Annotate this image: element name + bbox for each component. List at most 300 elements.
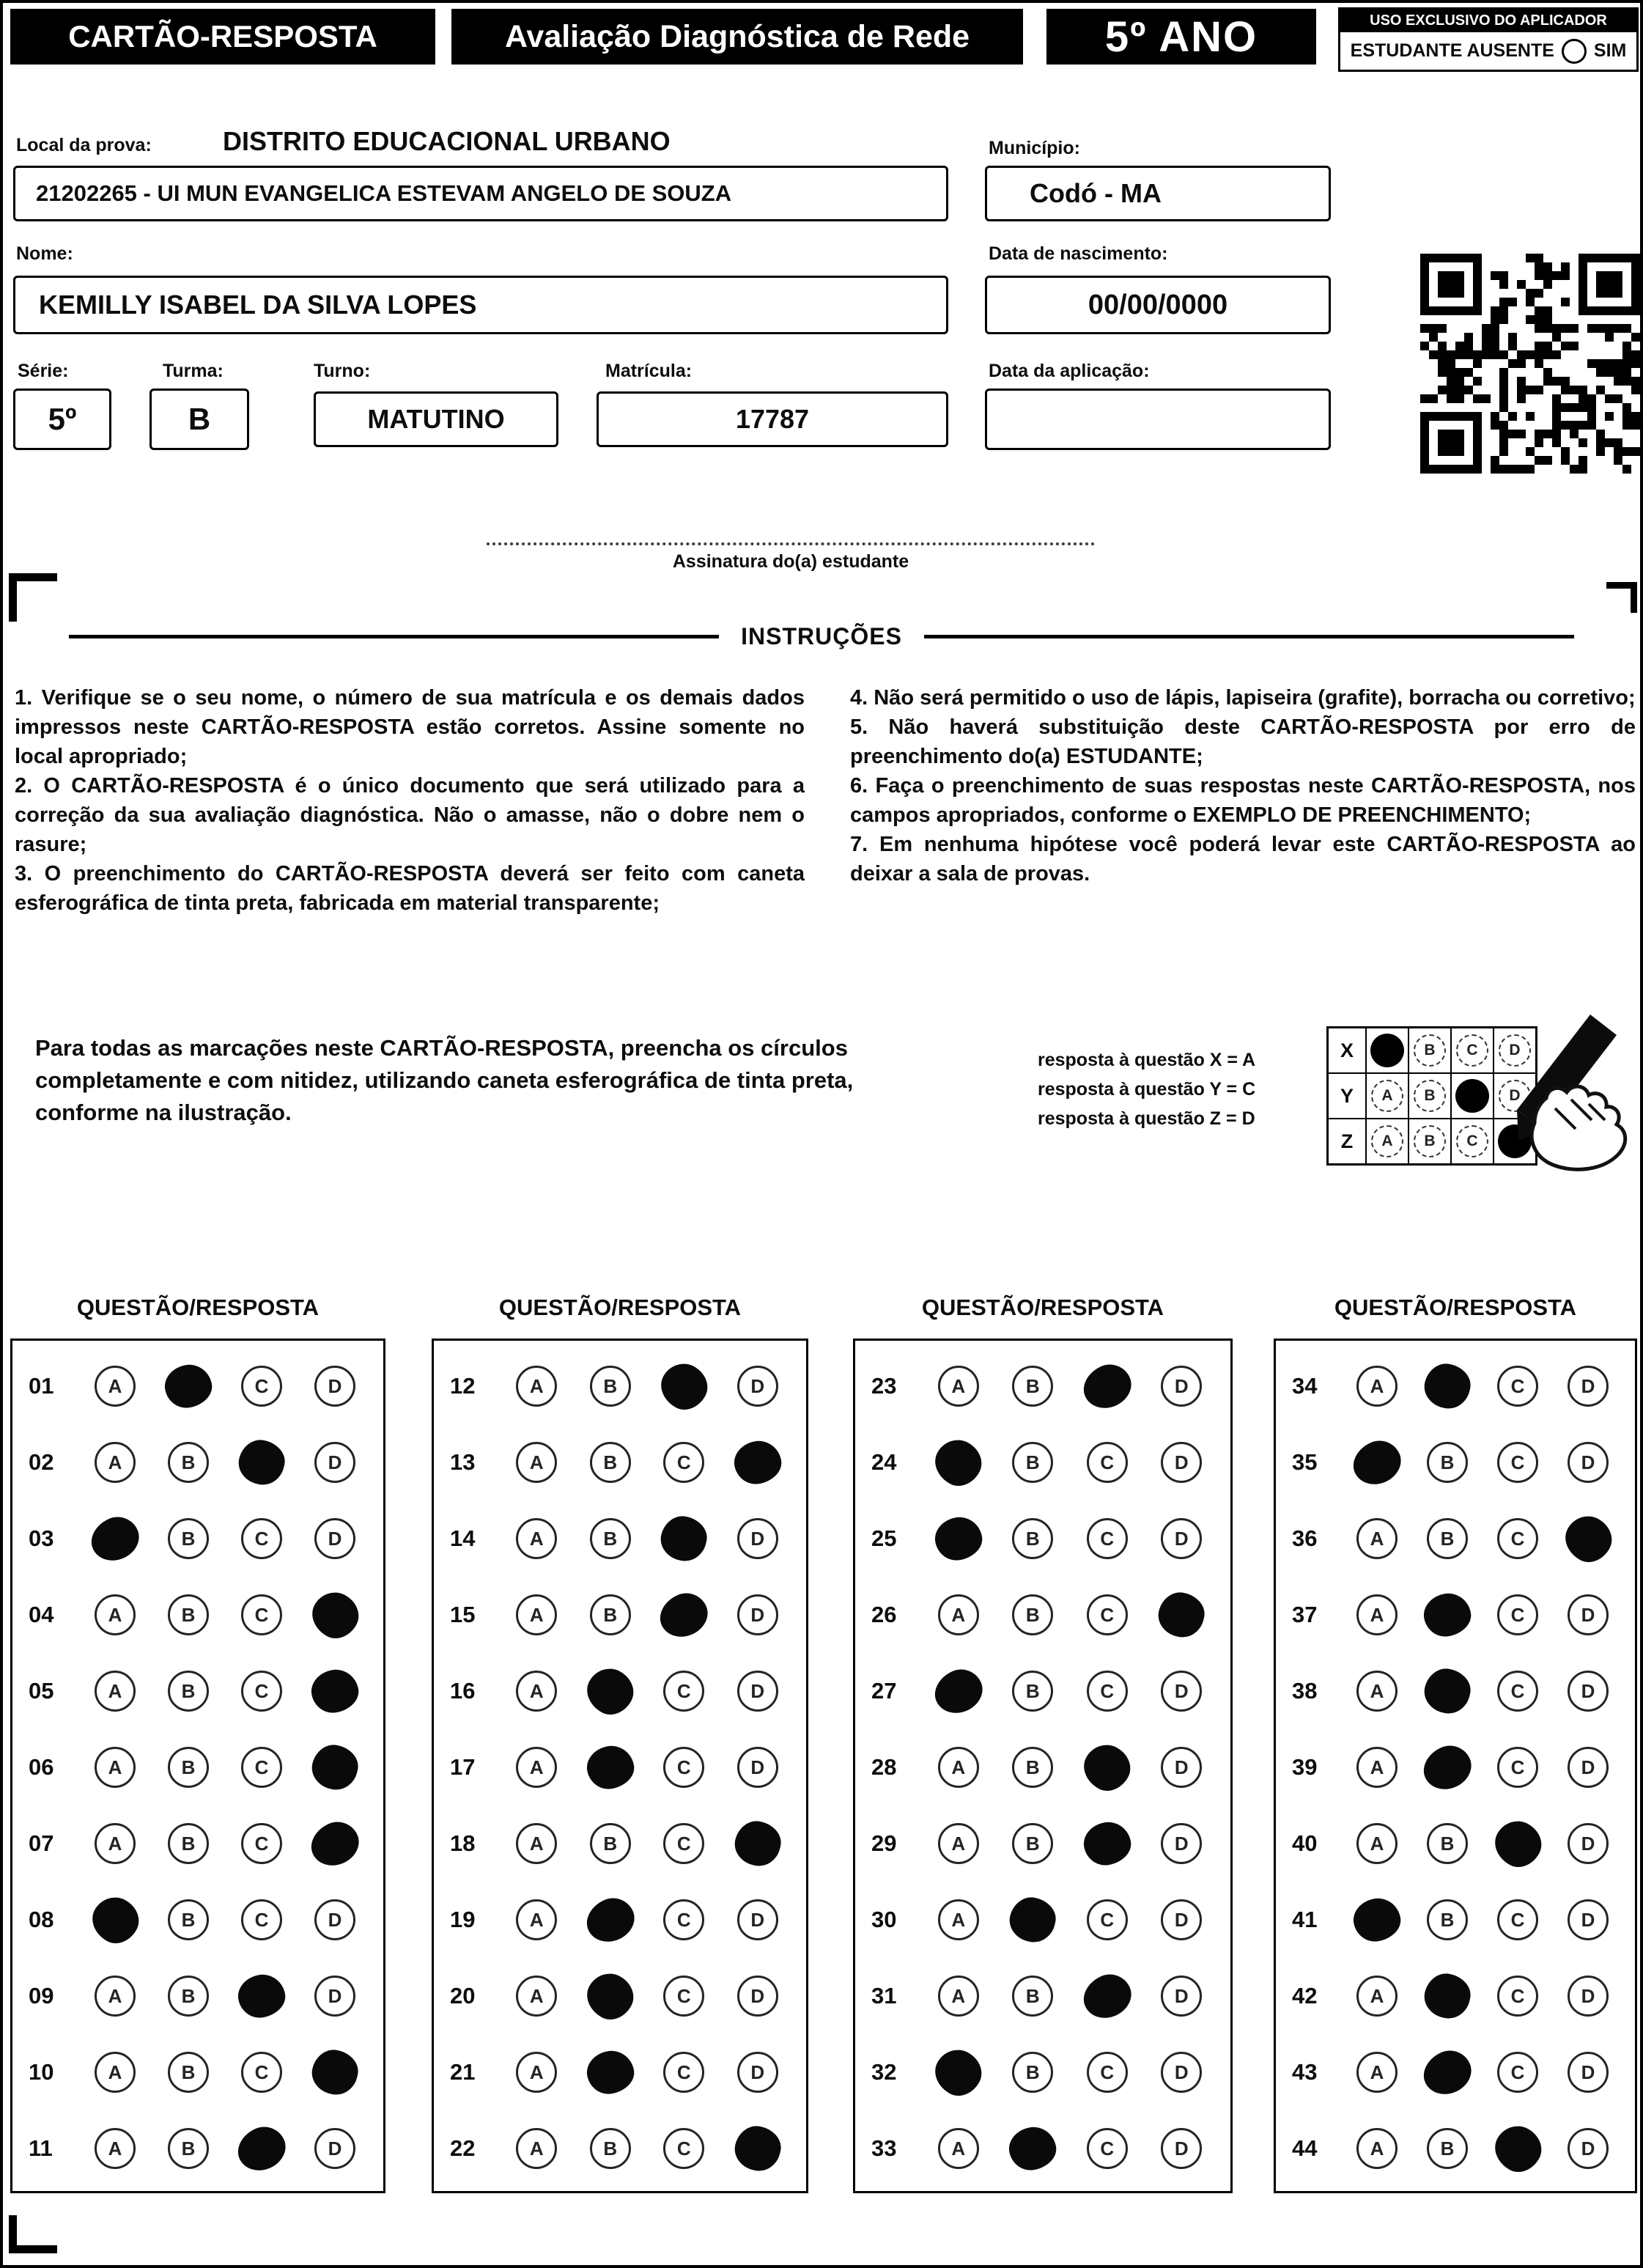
question-number: 32 — [871, 2059, 897, 2085]
answer-bubble-c[interactable]: C — [1087, 1899, 1128, 1940]
answer-slot — [1412, 1669, 1483, 1713]
answer-bubble-b[interactable]: B — [590, 1594, 631, 1635]
answer-bubble-a[interactable]: A — [938, 1594, 979, 1635]
answer-bubble-d[interactable]: D — [1161, 1518, 1202, 1559]
answer-bubble-d[interactable]: D — [1161, 1442, 1202, 1483]
answer-bubble-a[interactable]: A — [1356, 2052, 1398, 2093]
answer-slot — [225, 1518, 298, 1559]
serie-label: Série: — [18, 361, 69, 381]
answer-bubble-c-filled[interactable] — [231, 2120, 292, 2178]
answer-slot — [921, 1671, 996, 1712]
answer-bubble-c[interactable]: C — [663, 1976, 704, 2017]
answer-slot — [298, 1670, 372, 1712]
answer-bubble-d[interactable]: D — [737, 1594, 778, 1635]
question-number: 25 — [871, 1525, 897, 1551]
answer-bubble-b[interactable]: B — [590, 2128, 631, 2169]
answer-bubble-c[interactable]: C — [663, 2052, 704, 2093]
question-number: 43 — [1292, 2059, 1318, 2085]
answer-bubble-a-filled[interactable] — [1346, 1434, 1407, 1492]
answer-bubble-d[interactable]: D — [1568, 1747, 1609, 1788]
answer-bubble-b[interactable]: B — [1012, 1671, 1053, 1712]
answer-bubble-b[interactable]: B — [1427, 1442, 1468, 1483]
answer-slot — [921, 1366, 996, 1407]
answer-bubble-b[interactable]: B — [1427, 1518, 1468, 1559]
question-number: 21 — [450, 2059, 476, 2085]
question-row — [434, 1577, 806, 1653]
answer-bubble-a[interactable]: A — [516, 2128, 557, 2169]
answer-bubble-d[interactable]: D — [737, 1747, 778, 1788]
answer-bubble-c-filled[interactable] — [1080, 1819, 1134, 1868]
answer-slot — [225, 1899, 298, 1940]
answer-bubble-a[interactable]: A — [938, 1747, 979, 1788]
answer-slot — [1483, 2127, 1553, 2171]
answer-bubble-c-filled[interactable] — [654, 1586, 715, 1644]
question-row — [434, 1424, 806, 1501]
answer-bubble-a[interactable]: A — [938, 2128, 979, 2169]
question-number: 41 — [1292, 1907, 1318, 1932]
answer-slot — [1483, 1899, 1553, 1940]
answer-slot — [1070, 1671, 1145, 1712]
answer-bubble-a[interactable]: A — [938, 1823, 979, 1864]
answer-bubble-d[interactable]: D — [1568, 2128, 1609, 2169]
answer-bubble-d[interactable]: D — [1161, 2128, 1202, 2169]
answer-slot — [225, 2128, 298, 2170]
answer-slot — [152, 1671, 225, 1712]
example-legend — [1038, 1045, 1331, 1133]
question-row — [12, 1424, 383, 1501]
answer-bubble-d-filled[interactable] — [730, 2121, 785, 2175]
answer-bubble-b-filled[interactable] — [1420, 1664, 1475, 1717]
answer-bubble-b[interactable]: B — [1012, 2052, 1053, 2093]
answer-bubble-d[interactable]: D — [1568, 1671, 1609, 1712]
answer-bubble-a[interactable]: A — [516, 1823, 557, 1864]
answer-slot — [225, 1747, 298, 1788]
answer-slot — [647, 1899, 721, 1940]
instructions-left-column — [15, 683, 805, 918]
question-number: 01 — [29, 1373, 54, 1399]
answer-bubble-a-filled[interactable] — [928, 2041, 989, 2102]
answer-bubble-c[interactable]: C — [241, 1671, 282, 1712]
example-row-label: Y — [1328, 1073, 1366, 1119]
answer-slot — [152, 2052, 225, 2093]
answer-bubble-d-filled[interactable] — [731, 1437, 784, 1487]
question-row — [12, 1348, 383, 1424]
answer-bubble-a[interactable]: A — [516, 1747, 557, 1788]
answer-bubble-b-filled[interactable] — [1417, 1739, 1477, 1797]
answer-slot — [298, 1442, 372, 1483]
answer-slot — [1412, 2052, 1483, 2094]
answer-bubble-c[interactable]: C — [1497, 1899, 1538, 1940]
answer-bubble-d[interactable]: D — [1161, 1671, 1202, 1712]
answer-bubble-a[interactable]: A — [95, 1442, 136, 1483]
question-row — [434, 2110, 806, 2187]
answer-bubble-b-filled[interactable] — [580, 1965, 641, 2026]
answer-bubble-b[interactable]: B — [1427, 1823, 1468, 1864]
example-bubble: D — [1499, 1034, 1531, 1067]
answer-bubble-b[interactable]: B — [168, 1976, 209, 2017]
answer-bubble-b-filled[interactable] — [161, 1361, 215, 1411]
instruction-item: 2. O CARTÃO-RESPOSTA é o único documento que será utilizado para a correção da sua avaliação diagnóstica. Não o amasse, não o dobre nem o rasure; — [15, 774, 805, 857]
answer-bubble-d[interactable]: D — [737, 1366, 778, 1407]
answer-bubble-a[interactable]: A — [1356, 1366, 1398, 1407]
answer-slot — [500, 1899, 574, 1940]
answer-bubble-b-filled[interactable] — [1420, 1359, 1475, 1413]
answer-bubble-a[interactable]: A — [95, 1366, 136, 1407]
instructions-header — [69, 623, 1574, 650]
answer-bubble-c[interactable]: C — [1087, 2052, 1128, 2093]
answer-slot — [1412, 1442, 1483, 1483]
answer-bubble-d[interactable]: D — [1568, 1976, 1609, 2017]
answer-bubble-c[interactable]: C — [663, 1671, 704, 1712]
answer-bubble-c[interactable]: C — [1497, 1976, 1538, 2017]
answer-bubble-c[interactable]: C — [241, 1594, 282, 1635]
answer-bubble-a[interactable]: A — [516, 2052, 557, 2093]
answer-bubble-b[interactable]: B — [590, 1442, 631, 1483]
answer-bubble-d[interactable]: D — [314, 1442, 355, 1483]
answer-bubble-a[interactable]: A — [95, 1976, 136, 2017]
answer-slot — [647, 1671, 721, 1712]
answer-slot — [1070, 1976, 1145, 2017]
answer-bubble-c[interactable]: C — [1497, 1671, 1538, 1712]
answer-bubble-a[interactable]: A — [516, 1899, 557, 1940]
answer-slot — [647, 1442, 721, 1483]
aplicacao-box[interactable] — [985, 389, 1331, 450]
answer-bubble-d[interactable]: D — [1568, 1442, 1609, 1483]
answer-bubble-d-filled[interactable] — [308, 2045, 363, 2099]
answer-bubble-b[interactable]: B — [590, 1518, 631, 1559]
answer-bubble-a[interactable]: A — [516, 1442, 557, 1483]
answer-bubble-d[interactable]: D — [1161, 1976, 1202, 2017]
answer-bubble-d-filled[interactable] — [730, 1816, 785, 1870]
answer-column — [432, 1339, 808, 2193]
answer-bubble-d-filled[interactable] — [308, 1740, 363, 1794]
answer-slot — [500, 1594, 574, 1635]
question-number: 37 — [1292, 1602, 1318, 1627]
answer-slot — [1483, 1671, 1553, 1712]
example-bubble: B — [1414, 1080, 1446, 1112]
answer-bubble-b[interactable]: B — [168, 1594, 209, 1635]
answer-bubble-d[interactable]: D — [1568, 1899, 1609, 1940]
aplicacao-label: Data da aplicação: — [989, 361, 1150, 381]
answer-bubble-d[interactable]: D — [314, 1366, 355, 1407]
answer-bubble-c[interactable]: C — [1087, 1518, 1128, 1559]
question-row — [855, 1577, 1230, 1653]
answer-bubble-d-filled[interactable] — [308, 1666, 361, 1716]
question-row — [434, 1653, 806, 1729]
answer-bubble-a[interactable]: A — [1356, 1976, 1398, 2017]
answer-bubble-b[interactable]: B — [168, 2052, 209, 2093]
answer-bubble-a-filled[interactable] — [931, 1514, 985, 1564]
question-row — [12, 1958, 383, 2034]
answer-bubble-c[interactable]: C — [663, 1899, 704, 1940]
answer-bubble-c[interactable]: C — [1087, 1671, 1128, 1712]
answer-bubble-b[interactable]: B — [168, 1671, 209, 1712]
answer-bubble-a-filled[interactable] — [1350, 1895, 1403, 1945]
answer-bubble-a[interactable]: A — [1356, 1671, 1398, 1712]
answer-bubble-c[interactable]: C — [663, 1442, 704, 1483]
question-row — [1276, 1424, 1635, 1501]
corner-bracket-icon — [9, 573, 57, 622]
answer-bubble-c[interactable]: C — [241, 1518, 282, 1559]
answer-bubble-d[interactable]: D — [1161, 1366, 1202, 1407]
answer-bubble-b[interactable]: B — [168, 1823, 209, 1864]
answer-bubble-b-filled[interactable] — [1420, 1590, 1474, 1640]
answer-bubble-c-filled[interactable] — [235, 1971, 288, 2021]
answer-bubble-a[interactable]: A — [1356, 2128, 1398, 2169]
answer-bubble-b[interactable]: B — [590, 1366, 631, 1407]
answer-slot — [152, 1594, 225, 1635]
answer-bubble-d[interactable]: D — [1568, 1366, 1609, 1407]
answer-slot — [721, 1518, 795, 1559]
answer-bubble-a[interactable]: A — [95, 2052, 136, 2093]
answer-bubble-c[interactable]: C — [241, 1899, 282, 1940]
answer-slot — [921, 1517, 996, 1560]
answer-bubble-c-filled[interactable] — [235, 1435, 289, 1489]
nome-value: KEMILLY ISABEL DA SILVA LOPES — [39, 290, 477, 320]
answer-slot — [1145, 1823, 1219, 1864]
answer-bubble-c-filled[interactable] — [1077, 1737, 1138, 1797]
question-row — [855, 1653, 1230, 1729]
answer-bubble-d-filled[interactable] — [1557, 1508, 1619, 1569]
answer-bubble-b-filled[interactable] — [583, 2047, 637, 2097]
answer-bubble-c-filled[interactable] — [1077, 1358, 1137, 1415]
question-number: 31 — [871, 1983, 897, 2009]
answer-slot — [1145, 1671, 1219, 1712]
answer-bubble-a[interactable]: A — [1356, 1823, 1398, 1864]
answer-bubble-a[interactable]: A — [95, 1747, 136, 1788]
answer-bubble-d[interactable]: D — [1161, 1899, 1202, 1940]
sheet-title: CARTÃO-RESPOSTA — [10, 9, 435, 65]
answer-bubble-b-filled[interactable] — [580, 1891, 640, 1949]
answer-slot — [574, 1899, 648, 1941]
answer-bubble-a[interactable]: A — [516, 1366, 557, 1407]
answer-bubble-d[interactable]: D — [1161, 1823, 1202, 1864]
answer-bubble-b[interactable]: B — [168, 1899, 209, 1940]
answer-bubble-d[interactable]: D — [314, 1899, 355, 1940]
answer-slot — [996, 1898, 1071, 1942]
answer-slot — [921, 1823, 996, 1864]
qr-code-icon — [1420, 254, 1640, 474]
answer-bubble-b-filled[interactable] — [580, 1660, 641, 1721]
student-absent-bubble[interactable] — [1562, 39, 1587, 64]
answer-bubble-a[interactable]: A — [516, 1518, 557, 1559]
answer-bubble-d[interactable]: D — [314, 1518, 355, 1559]
answer-slot — [1070, 1594, 1145, 1635]
answer-bubble-b[interactable]: B — [590, 1823, 631, 1864]
answer-slot — [1412, 1747, 1483, 1789]
answer-bubble-b[interactable]: B — [1012, 1976, 1053, 2017]
answer-bubble-d[interactable]: D — [1161, 2052, 1202, 2093]
answer-slot — [152, 1747, 225, 1788]
answer-bubble-a-filled[interactable] — [928, 1432, 989, 1492]
answer-bubble-a[interactable]: A — [516, 1594, 557, 1635]
example-cell — [1408, 1119, 1451, 1164]
answer-slot — [298, 1518, 372, 1559]
answer-bubble-d[interactable]: D — [737, 1899, 778, 1940]
answer-slot — [1412, 1594, 1483, 1636]
hand-pen-illustration — [1482, 1013, 1639, 1185]
answer-bubble-a[interactable]: A — [1356, 1747, 1398, 1788]
answer-bubble-b[interactable]: B — [1012, 1823, 1053, 1864]
question-number: 35 — [1292, 1449, 1318, 1475]
question-row — [1276, 1577, 1635, 1653]
answer-bubble-c[interactable]: C — [1497, 1747, 1538, 1788]
answer-slot — [1342, 2052, 1412, 2093]
answer-bubble-c-filled[interactable] — [1077, 1967, 1137, 2025]
answer-slot — [1483, 1594, 1553, 1635]
answer-bubble-b-filled[interactable] — [1005, 1893, 1060, 1946]
instruction-item: 6. Faça o preenchimento de suas respostas neste CARTÃO-RESPOSTA, nos campos apropriados, conforme o EXEMPLO DE PREENCHIMENTO; — [850, 774, 1636, 828]
answer-bubble-c[interactable]: C — [1497, 1442, 1538, 1483]
answer-bubble-d[interactable]: D — [737, 2052, 778, 2093]
signature-label: Assinatura do(a) estudante — [672, 551, 909, 572]
answer-bubble-b[interactable]: B — [168, 1747, 209, 1788]
answer-slot — [647, 1594, 721, 1636]
answer-bubble-d[interactable]: D — [1568, 1594, 1609, 1635]
answer-bubble-b[interactable]: B — [1427, 2128, 1468, 2169]
question-row — [12, 1653, 383, 1729]
answer-bubble-c[interactable]: C — [1497, 1518, 1538, 1559]
answer-bubble-c[interactable]: C — [241, 1823, 282, 1864]
question-row — [855, 1348, 1230, 1424]
answer-bubble-a[interactable]: A — [938, 1366, 979, 1407]
answer-slot — [225, 1594, 298, 1635]
answer-bubble-b[interactable]: B — [168, 2128, 209, 2169]
answer-bubble-d[interactable]: D — [314, 1976, 355, 2017]
answer-bubble-a-filled[interactable] — [84, 1510, 145, 1568]
question-column-header: QUESTÃO/RESPOSTA — [76, 1295, 320, 1320]
question-row — [12, 1729, 383, 1805]
question-number: 04 — [29, 1602, 54, 1627]
answer-bubble-c[interactable]: C — [1497, 2052, 1538, 2093]
answer-slot — [996, 1976, 1071, 2017]
instruction-item: 5. Não haverá substituição deste CARTÃO-RESPOSTA por erro de preenchimento do(a) ESTUDANTE; — [850, 715, 1636, 769]
answer-slot — [1342, 1823, 1412, 1864]
answer-slot — [225, 1440, 298, 1484]
instruction-item: 3. O preenchimento do CARTÃO-RESPOSTA deverá ser feito com caneta esferográfica de tinta preta, fabricada em material transparente; — [15, 862, 805, 916]
answer-slot — [1553, 1747, 1623, 1788]
answer-bubble-d[interactable]: D — [314, 2128, 355, 2169]
answer-bubble-c-filled[interactable] — [657, 1512, 712, 1565]
example-legend-line: resposta à questão Z = D — [1038, 1108, 1255, 1129]
answer-bubble-d[interactable]: D — [737, 1976, 778, 2017]
answer-slot — [152, 1976, 225, 2017]
answer-bubble-a[interactable]: A — [95, 1823, 136, 1864]
question-number: 20 — [450, 1983, 476, 2009]
answer-bubble-d[interactable]: D — [737, 1671, 778, 1712]
turno-value: MATUTINO — [367, 404, 505, 434]
answer-bubble-c[interactable]: C — [663, 1823, 704, 1864]
nome-label: Nome: — [16, 243, 73, 264]
answer-bubble-a-filled[interactable] — [928, 1663, 989, 1720]
answer-bubble-a[interactable]: A — [516, 1976, 557, 2017]
answer-bubble-a[interactable]: A — [1356, 1518, 1398, 1559]
answer-bubble-d-filled[interactable] — [1154, 1588, 1209, 1641]
answer-bubble-a[interactable]: A — [516, 1671, 557, 1712]
answer-slot — [500, 1747, 574, 1788]
answer-bubble-c[interactable]: C — [1497, 1594, 1538, 1635]
local-value: DISTRITO EDUCACIONAL URBANO — [223, 126, 671, 156]
answer-slot — [500, 1366, 574, 1407]
answer-bubble-b[interactable]: B — [1427, 1899, 1468, 1940]
answer-bubble-c[interactable]: C — [1087, 1594, 1128, 1635]
question-number: 05 — [29, 1678, 54, 1704]
answer-bubble-c[interactable]: C — [1087, 1442, 1128, 1483]
answer-slot — [298, 1593, 372, 1638]
answer-slot — [721, 1976, 795, 2017]
answer-bubble-d[interactable]: D — [1161, 1747, 1202, 1788]
answer-bubble-d[interactable]: D — [737, 1518, 778, 1559]
question-number: 08 — [29, 1907, 54, 1932]
answer-bubble-c-filled[interactable] — [1487, 2118, 1548, 2179]
answer-bubble-b[interactable]: B — [1012, 1594, 1053, 1635]
answer-bubble-b-filled[interactable] — [1420, 1969, 1475, 2022]
answer-slot — [647, 1976, 721, 2017]
answer-bubble-c[interactable]: C — [241, 2052, 282, 2093]
answer-slot — [500, 1442, 574, 1483]
answer-bubble-a[interactable]: A — [938, 1899, 979, 1940]
answer-bubble-d[interactable]: D — [1568, 2052, 1609, 2093]
answer-bubble-b-filled[interactable] — [1417, 2044, 1477, 2102]
answer-bubble-b[interactable]: B — [1012, 1366, 1053, 1407]
answer-bubble-a-filled[interactable] — [84, 1889, 146, 1950]
answer-bubble-b-filled[interactable] — [583, 1742, 637, 1792]
answer-slot — [152, 1899, 225, 1940]
answer-bubble-c[interactable]: C — [663, 1747, 704, 1788]
answer-bubble-d[interactable]: D — [1568, 1823, 1609, 1864]
student-absent-label: ESTUDANTE AUSENTE — [1350, 40, 1554, 61]
answer-bubble-c[interactable]: C — [663, 2128, 704, 2169]
answer-bubble-a[interactable]: A — [95, 1671, 136, 1712]
assessment-title: Avaliação Diagnóstica de Rede — [451, 9, 1023, 65]
answer-bubble-c-filled[interactable] — [653, 1355, 715, 1416]
answer-bubble-b[interactable]: B — [1012, 1747, 1053, 1788]
answer-bubble-a[interactable]: A — [95, 2128, 136, 2169]
matricula-box — [597, 391, 948, 447]
answer-slot — [1483, 1822, 1553, 1866]
answer-bubble-d-filled[interactable] — [304, 1815, 365, 1873]
turma-box — [149, 389, 249, 450]
serie-box — [13, 389, 111, 450]
answer-bubble-a[interactable]: A — [938, 1976, 979, 2017]
answer-bubble-c[interactable]: C — [241, 1366, 282, 1407]
answer-bubble-c[interactable]: C — [1497, 1366, 1538, 1407]
answer-bubble-c-filled[interactable] — [1487, 1813, 1548, 1874]
answer-slot — [721, 1441, 795, 1484]
signature-line[interactable] — [487, 542, 1095, 545]
question-number: 02 — [29, 1449, 54, 1475]
answer-bubble-b[interactable]: B — [168, 1442, 209, 1483]
answer-slot — [574, 2128, 648, 2169]
answer-bubble-b[interactable]: B — [1012, 1518, 1053, 1559]
answer-bubble-c[interactable]: C — [1087, 2128, 1128, 2169]
answer-bubble-b[interactable]: B — [168, 1518, 209, 1559]
answer-bubble-b[interactable]: B — [1012, 1442, 1053, 1483]
answer-bubble-d-filled[interactable] — [304, 1584, 366, 1645]
instruction-item: 4. Não será permitido o uso de lápis, lapiseira (grafite), borracha ou corretivo; — [850, 686, 1636, 710]
answer-slot — [1412, 2128, 1483, 2169]
answer-slot — [574, 1366, 648, 1407]
example-row-label: X — [1328, 1028, 1366, 1073]
answer-bubble-a[interactable]: A — [1356, 1594, 1398, 1635]
answer-slot — [996, 1518, 1071, 1559]
answer-bubble-a[interactable]: A — [95, 1594, 136, 1635]
question-number: 06 — [29, 1754, 54, 1780]
instructions-right-column — [850, 683, 1636, 888]
answer-bubble-b-filled[interactable] — [1006, 2124, 1060, 2173]
answer-bubble-c[interactable]: C — [241, 1747, 282, 1788]
serie-value: 5º — [48, 402, 77, 436]
